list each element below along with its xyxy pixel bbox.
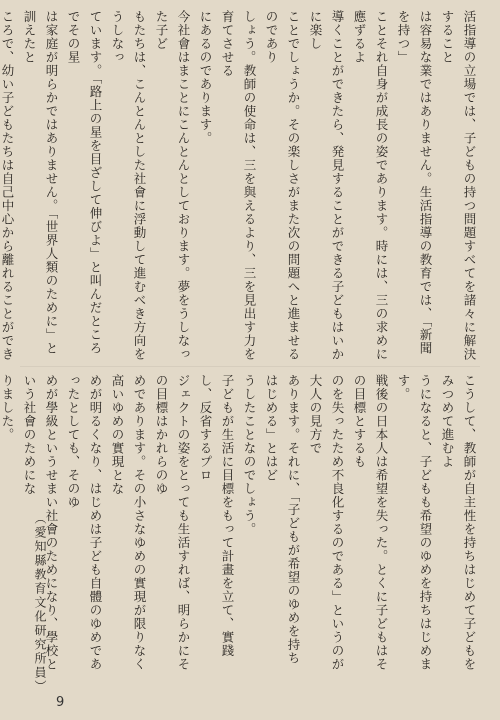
text-line: うしたことなのでしょう。	[242, 374, 257, 536]
text-line: のを失ったため不良化するのである」というのが大人の見方で	[308, 374, 345, 671]
text-line: 子どもが生活に目標をもって計畫を立て、實踐し、反省するプロ	[198, 374, 235, 658]
text-line: ています。「路上の星を目ざして伸びよ」と叫んだところでその星	[66, 10, 103, 355]
text-line: ジェクトの姿をとっても生活すれば、明らかにその目標はかれらのゆ	[154, 374, 191, 671]
text-line: あります。それに、「子どもが希望のゆめを持ちはじめる」とはど	[264, 374, 301, 665]
text-line: 導くことができたら、発見することができる子どもはいかに楽し	[308, 10, 345, 361]
text-line: は容易な業ではありません。生活指導の教育では、「新聞を持つ」	[396, 10, 433, 355]
text-line: 活指導の立場では、子どもの持つ問題すべてを諸々に解決すること	[440, 10, 477, 361]
author-affiliation: （愛知縣教育文化研究所員）	[33, 512, 47, 694]
text-line: しょう。教師の使命は、三を與えるより、三を見出す力を育てさせる	[220, 10, 257, 361]
text-line: うになると、子どもも希望のゆめを持ちはじめます。	[396, 374, 433, 671]
text-line: ころで、幼い子どもたちは自己中心から離れることができ	[0, 10, 15, 361]
text-line: は家庭が明らかではありません。「世界人類のために」と訓えたと	[22, 10, 59, 355]
lower-text-block	[0, 374, 480, 674]
text-line: もたちは、こんとんとした社會に浮動して進むべき方向をうしなっ	[110, 10, 147, 361]
text-line: こうして、教師が自主性を持ちはじめて子どもをみつめて進むよ	[440, 374, 477, 671]
text-line: 今社會はまことにこんとんとしております。夢をうしなった子ど	[154, 10, 191, 361]
text-line: にあるのであります。	[198, 10, 213, 145]
upper-text-block	[0, 10, 480, 362]
text-line: 戦後の日本人は希望を失った。とくに子どもはその目標とするも	[352, 374, 389, 671]
text-line: りました。	[0, 374, 15, 442]
text-line: ことそれ自身が成長の姿であります。時には、三の求めに應ずるよ	[352, 10, 389, 361]
text-line: めが明るくなり、はじめは子ども自體のゆめであったとしても、そのゆ	[66, 374, 103, 671]
page-number: 9	[56, 695, 65, 710]
text-line: めであります。その小さなゆめの實現が限りなく高いゆめの實現とな	[110, 374, 147, 671]
column-divider	[20, 366, 480, 367]
text-line: めが學級というせまい社會のためになり、學校という社會のためにな	[22, 374, 59, 671]
text-line: ことでしょうか。その楽しさがまた次の問題へと進ませるのであり	[264, 10, 301, 361]
